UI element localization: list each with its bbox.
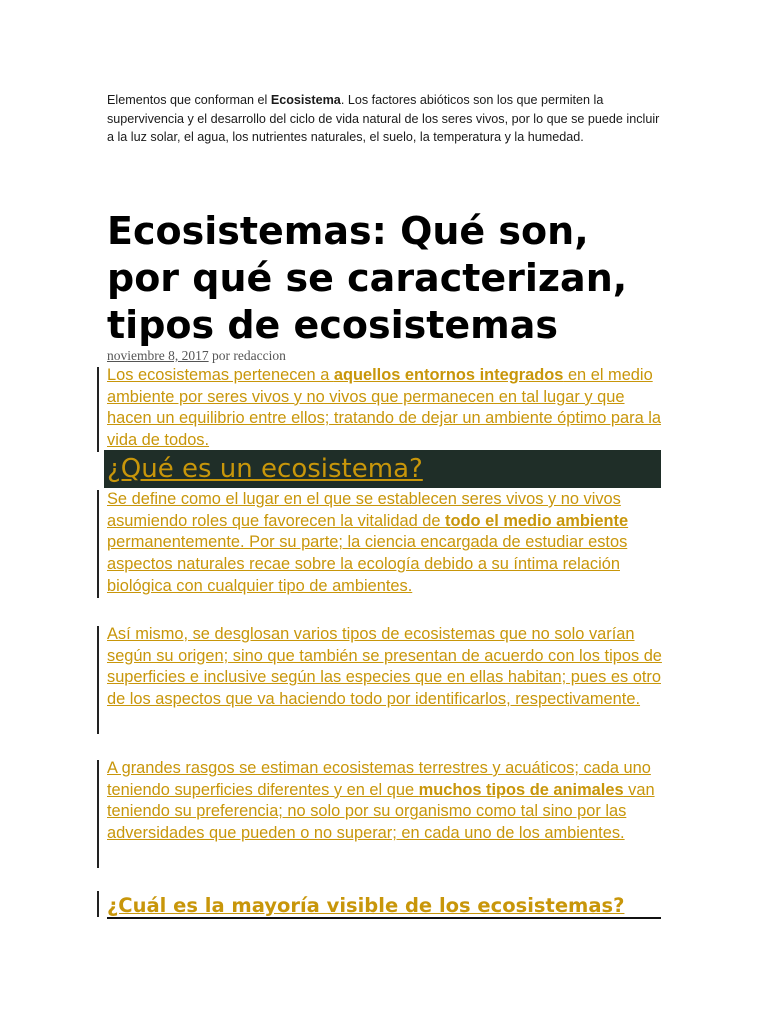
article-date-link[interactable]: noviembre 8, 2017 xyxy=(107,348,209,363)
p1-text-a: Los ecosistemas pertenecen a xyxy=(107,366,334,384)
article-title: Ecosistemas: Qué son, por qué se caracterizan, tipos de ecosistemas xyxy=(107,209,628,347)
p2-emphasis: todo el medio ambiente xyxy=(445,511,629,530)
quote-bar xyxy=(97,891,99,917)
p2-text-a: Se define como el lugar en el que se establecen seres vivos y no vivos asumiendo roles que favorecen la vitalidad de xyxy=(107,490,621,530)
p1-emphasis: aquellos entornos integrados xyxy=(333,366,564,384)
paragraph-ecosystems-intro[interactable] xyxy=(107,365,667,452)
quote-bar xyxy=(97,626,99,734)
p4-text-c: van teniendo su preferencia; no solo por su organismo como tal sino por las adversidades que pueden o no superar; en cada uno de los ambientes. xyxy=(107,780,655,843)
heading-underline-rule xyxy=(107,917,661,919)
quote-bar xyxy=(97,367,99,452)
p4-emphasis: muchos tipos de animales xyxy=(418,780,624,799)
section-heading-what-is[interactable]: ¿Qué es un ecosistema? xyxy=(107,454,423,484)
paragraph-types[interactable]: Así mismo, se desglosan varios tipos de ecosistemas que no solo varían según su origen; sino que también se presentan de acuerdo con los tipos de superficies e inclusive según las especies que en ellas habitan; pues es otro de los aspectos que va haciendo todo por identificarlos, respectivamente. xyxy=(107,625,662,709)
intro-keyword: Ecosistema xyxy=(270,93,341,107)
author-prefix: por xyxy=(208,348,234,363)
p4-text-a: A grandes rasgos se estiman ecosistemas terrestres y acuáticos; cada uno teniendo superficies diferentes y en el que xyxy=(107,759,651,799)
intro-text-pre: Elementos que conforman el xyxy=(107,93,271,107)
intro-paragraph xyxy=(107,91,667,147)
quote-bar xyxy=(97,490,99,598)
section-heading-visible-majority[interactable]: ¿Cuál es la mayoría visible de los ecosistemas? xyxy=(107,894,625,917)
paragraph-definition[interactable] xyxy=(107,489,667,598)
article-author[interactable]: redaccion xyxy=(233,348,286,363)
quote-bar xyxy=(97,760,99,868)
article-byline xyxy=(107,347,286,364)
p1-text-c: en el medio ambiente por seres vivos y no vivos que permanecen en tal lugar y que hacen un equilibrio entre ellos; tratando de dejar un ambiente óptimo para la vida de todos. xyxy=(107,366,662,450)
p2-text-c: permanentemente. Por su parte; la ciencia encargada de estudiar estos aspectos naturales recae sobre la ecología debido a su íntima relación biológica con cualquier tipo de ambientes. xyxy=(107,533,628,595)
intro-text-post: . Los factores abióticos son los que permiten la supervivencia y el desarrollo del ciclo de vida natural de los seres vivos, por lo que se puede incluir a la luz solar, el agua, los nutrientes naturales, el suelo, la temperatura y la humedad. xyxy=(107,93,660,145)
paragraph-terrestrial-aquatic[interactable] xyxy=(107,758,667,845)
